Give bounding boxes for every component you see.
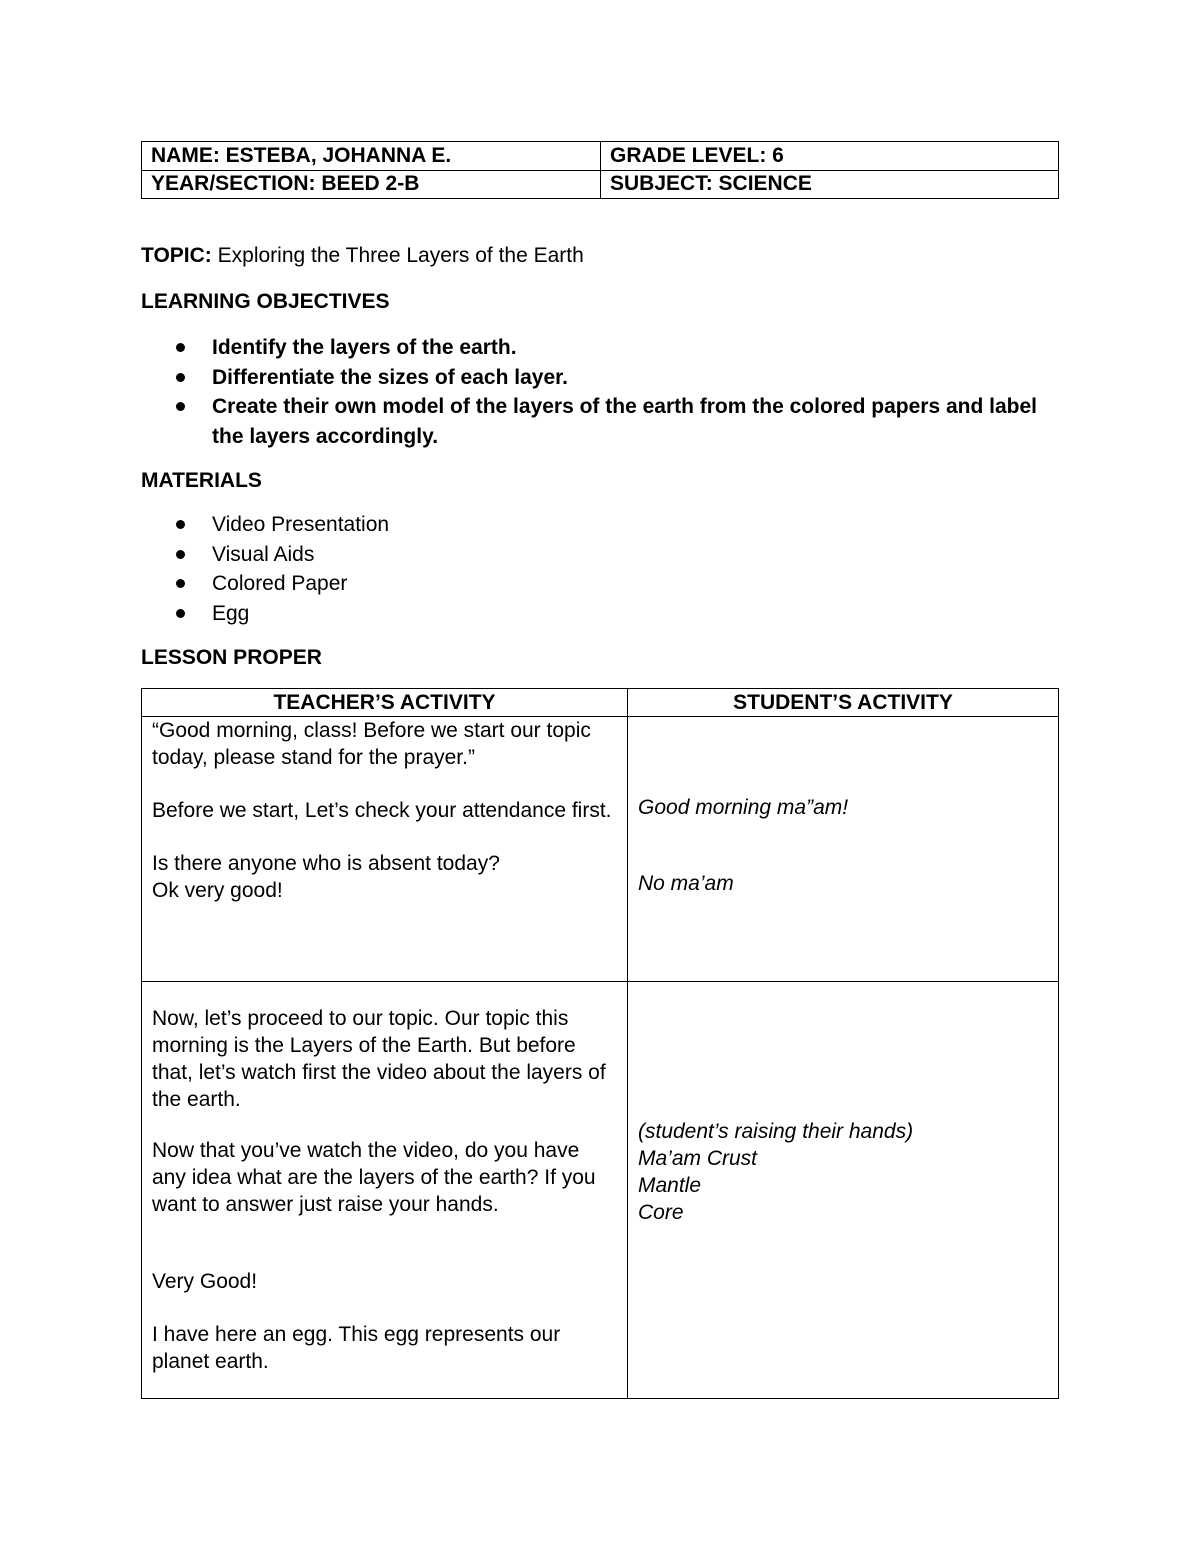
lesson-table [141, 688, 1059, 1399]
student-info-table [141, 141, 1059, 199]
list-item: Egg [141, 599, 389, 629]
student-activity-cell: Good morning ma”am! No ma’am [638, 796, 849, 895]
topic-label: TOPIC: [141, 244, 212, 267]
table-row [142, 982, 1059, 1399]
teacher-activity-cell: “Good morning, class! Before we start our topic today, please stand for the prayer.” Before we start, Let’s check your attendance first. Is there anyone who is absent today? Ok very good! [152, 719, 612, 902]
objectives-list [141, 333, 1041, 451]
name-cell: NAME: ESTEBA, JOHANNA E. [142, 142, 601, 171]
list-item: Colored Paper [141, 569, 389, 599]
bullet-icon [176, 579, 185, 588]
materials-list [141, 510, 389, 628]
topic-value: Exploring the Three Layers of the Earth [217, 244, 584, 267]
subject-cell: SUBJECT: SCIENCE [601, 170, 1059, 199]
bullet-icon [176, 343, 185, 352]
topic-line [141, 244, 584, 268]
list-item: Video Presentation [141, 510, 389, 540]
student-column-header: STUDENT’S ACTIVITY [628, 689, 1059, 717]
list-item: Identify the layers of the earth. [141, 333, 1041, 363]
student-activity-cell: (student’s raising their hands) Ma’am Crust Mantle Core [638, 1120, 914, 1224]
grade-level-cell: GRADE LEVEL: 6 [601, 142, 1059, 171]
list-item: Differentiate the sizes of each layer. [141, 363, 1041, 393]
bullet-icon [176, 550, 185, 559]
list-item: Visual Aids [141, 540, 389, 570]
materials-heading: MATERIALS [141, 469, 262, 492]
bullet-icon [176, 402, 185, 411]
teacher-column-header: TEACHER’S ACTIVITY [142, 689, 628, 717]
table-row [142, 717, 1059, 982]
list-item: Create their own model of the layers of the earth from the colored papers and label the layers accordingly. [141, 392, 1041, 451]
teacher-activity-cell: Now, let’s proceed to our topic. Our topic this morning is the Layers of the Earth. But before that, let’s watch first the video about the layers of the earth. Now that you’ve watch the video, do you have any idea what are the layers of the earth? If you want to answer just raise your hands. Very Good! I have here an egg. This egg represents our planet earth. [152, 1007, 606, 1373]
objectives-heading: LEARNING OBJECTIVES [141, 290, 390, 313]
lesson-heading: LESSON PROPER [141, 646, 322, 669]
bullet-icon [176, 373, 185, 382]
bullet-icon [176, 609, 185, 618]
year-section-cell: YEAR/SECTION: BEED 2-B [142, 170, 601, 199]
bullet-icon [176, 520, 185, 529]
